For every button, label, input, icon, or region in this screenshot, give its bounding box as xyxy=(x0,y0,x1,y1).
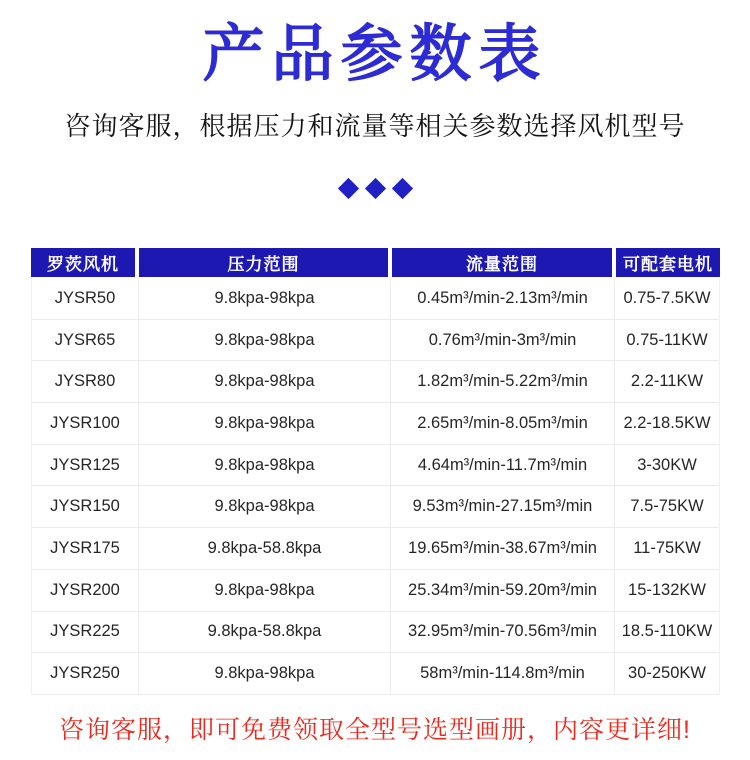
table-cell-model: JYSR125 xyxy=(32,445,139,487)
table-cell-pressure: 9.8kpa-98kpa xyxy=(139,570,391,612)
table-cell-motor: 30-250KW xyxy=(615,653,719,695)
table-cell-model: JYSR80 xyxy=(32,361,139,403)
table-cell-pressure: 9.8kpa-98kpa xyxy=(139,445,391,487)
table-row xyxy=(32,320,719,362)
table-cell-motor: 2.2-18.5KW xyxy=(615,403,719,445)
table-cell-model: JYSR250 xyxy=(32,653,139,695)
table-cell-flow: 2.65m³/min-8.05m³/min xyxy=(391,403,615,445)
table-cell-motor: 0.75-11KW xyxy=(615,320,719,362)
parameter-table xyxy=(31,248,720,695)
table-row xyxy=(32,653,719,695)
table-cell-flow: 19.65m³/min-38.67m³/min xyxy=(391,528,615,570)
table-cell-pressure: 9.8kpa-98kpa xyxy=(139,278,391,320)
table-cell-model: JYSR200 xyxy=(32,570,139,612)
table-cell-pressure: 9.8kpa-98kpa xyxy=(139,403,391,445)
footer-note: 咨询客服，即可免费领取全型号选型画册，内容更详细! xyxy=(59,716,691,744)
table-row xyxy=(32,612,719,654)
diamond-icon xyxy=(391,178,412,199)
table-cell-model: JYSR65 xyxy=(32,320,139,362)
table-cell-pressure: 9.8kpa-58.8kpa xyxy=(139,528,391,570)
table-cell-pressure: 9.8kpa-98kpa xyxy=(139,320,391,362)
table-cell-flow: 9.53m³/min-27.15m³/min xyxy=(391,486,615,528)
table-header-row xyxy=(31,248,720,277)
column-header-flow: 流量范围 xyxy=(392,248,612,277)
table-cell-motor: 11-75KW xyxy=(615,528,719,570)
table-cell-flow: 0.45m³/min-2.13m³/min xyxy=(391,278,615,320)
table-cell-model: JYSR225 xyxy=(32,612,139,654)
diamond-divider xyxy=(0,179,750,197)
table-cell-flow: 4.64m³/min-11.7m³/min xyxy=(391,445,615,487)
table-row xyxy=(32,445,719,487)
table-row xyxy=(32,486,719,528)
table-cell-flow: 1.82m³/min-5.22m³/min xyxy=(391,361,615,403)
table-row xyxy=(32,361,719,403)
table-cell-motor: 15-132KW xyxy=(615,570,719,612)
table-cell-pressure: 9.8kpa-98kpa xyxy=(139,653,391,695)
table-row xyxy=(32,278,719,320)
table-cell-flow: 32.95m³/min-70.56m³/min xyxy=(391,612,615,654)
column-header-motor: 可配套电机 xyxy=(616,248,720,277)
table-cell-model: JYSR50 xyxy=(32,278,139,320)
table-cell-flow: 25.34m³/min-59.20m³/min xyxy=(391,570,615,612)
column-header-pressure: 压力范围 xyxy=(139,248,388,277)
table-row xyxy=(32,570,719,612)
table-cell-motor: 18.5-110KW xyxy=(615,612,719,654)
page-title: 产品参数表 xyxy=(202,20,548,89)
table-cell-motor: 2.2-11KW xyxy=(615,361,719,403)
table-cell-pressure: 9.8kpa-58.8kpa xyxy=(139,612,391,654)
table-row xyxy=(32,528,719,570)
table-cell-flow: 0.76m³/min-3m³/min xyxy=(391,320,615,362)
column-header-model: 罗茨风机 xyxy=(31,248,135,277)
table-cell-model: JYSR150 xyxy=(32,486,139,528)
table-cell-model: JYSR175 xyxy=(32,528,139,570)
table-cell-motor: 3-30KW xyxy=(615,445,719,487)
diamond-icon xyxy=(364,178,385,199)
table-body xyxy=(31,278,720,695)
diamond-icon xyxy=(337,178,358,199)
page-subtitle: 咨询客服，根据压力和流量等相关参数选择风机型号 xyxy=(64,111,686,142)
table-cell-model: JYSR100 xyxy=(32,403,139,445)
table-row xyxy=(32,403,719,445)
table-cell-pressure: 9.8kpa-98kpa xyxy=(139,361,391,403)
table-cell-flow: 58m³/min-114.8m³/min xyxy=(391,653,615,695)
table-cell-motor: 0.75-7.5KW xyxy=(615,278,719,320)
table-cell-pressure: 9.8kpa-98kpa xyxy=(139,486,391,528)
table-cell-motor: 7.5-75KW xyxy=(615,486,719,528)
